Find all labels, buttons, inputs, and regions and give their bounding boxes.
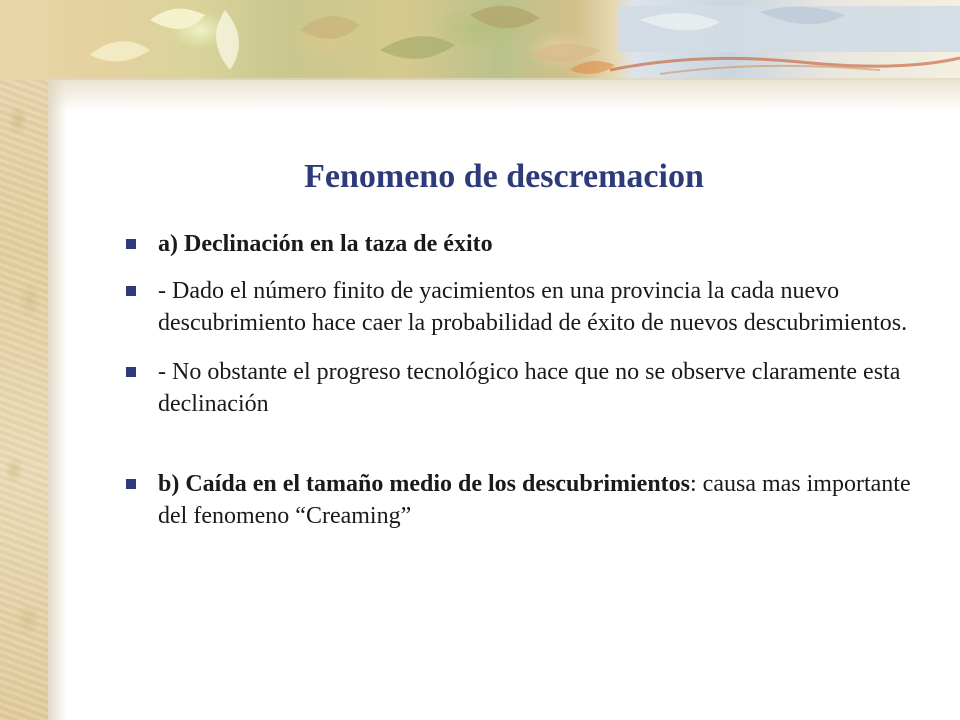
leaf-shape <box>470 6 540 29</box>
bullet-text: - Dado el número finito de yacimientos en una provincia la cada nuevo descubrimiento hace caer la probabilidad de éxito de nuevos descubrimientos. <box>158 278 908 336</box>
leaf-shape <box>216 10 239 70</box>
top-band-fade <box>48 78 960 112</box>
leaf-shape <box>570 61 615 74</box>
parchment-corner <box>0 0 48 80</box>
leaves-decoration <box>0 0 960 80</box>
square-bullet-icon <box>126 286 136 296</box>
leaf-shape <box>380 36 455 59</box>
bullet-text: : causa mas importante del fenomeno “Creaming” <box>158 471 911 529</box>
bullet-item <box>126 468 916 532</box>
bullet-text: - No obstante el progreso tecnológico hace que no se observe claramente esta declinación <box>158 359 901 417</box>
square-bullet-icon <box>126 367 136 377</box>
top-decorative-band <box>0 0 960 80</box>
leaf-shape <box>90 41 150 61</box>
red-streak <box>660 66 880 74</box>
bullet-item <box>126 228 916 260</box>
square-bullet-icon <box>126 239 136 249</box>
red-streak <box>610 58 960 70</box>
leaf-shape <box>530 44 600 63</box>
slide-title: Fenomeno de descremacion <box>304 158 704 195</box>
square-bullet-icon <box>126 479 136 489</box>
bullet-item <box>126 275 916 339</box>
parchment-strip <box>0 0 48 720</box>
leaf-shape <box>150 9 205 29</box>
leaf-shape <box>300 16 360 39</box>
bullet-bold-text: b) Caída en el tamaño medio de los descubrimientos <box>158 471 691 497</box>
bullet-list <box>126 228 916 532</box>
bullet-item <box>126 356 916 420</box>
bullet-text: a) Declinación en la taza de éxito <box>158 231 493 257</box>
